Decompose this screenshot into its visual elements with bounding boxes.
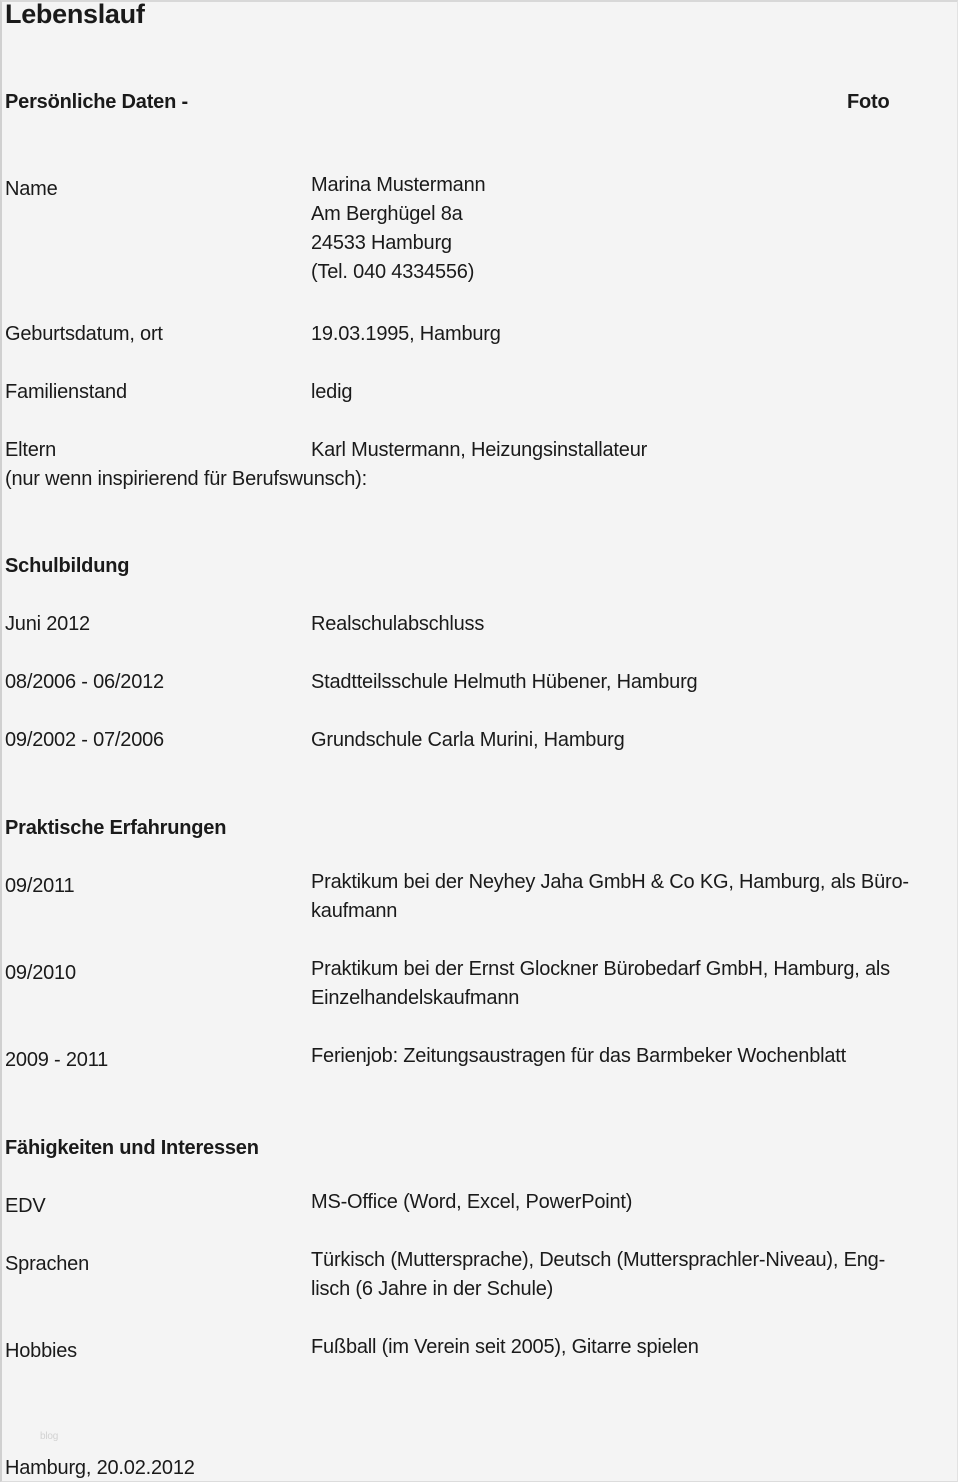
phone-number: (Tel. 040 4334556) xyxy=(311,261,475,283)
section-heading-personal: Persönliche Daten - xyxy=(5,91,188,113)
education-entry: Stadtteilsschule Helmuth Hübener, Hamburg xyxy=(311,671,698,693)
experience-line: Ferienjob: Zeitungsaustragen für das Barmbeker Wochenblatt xyxy=(311,1045,846,1067)
experience-date: 09/2011 xyxy=(5,875,75,897)
education-date: 08/2006 - 06/2012 xyxy=(5,671,164,693)
skill-label: Hobbies xyxy=(5,1340,77,1362)
section-heading-experience: Praktische Erfahrungen xyxy=(5,817,227,839)
experience-date: 2009 - 2011 xyxy=(5,1049,109,1071)
marital-status-value: ledig xyxy=(311,381,353,403)
section-heading-skills: Fähigkeiten und Interessen xyxy=(5,1137,259,1159)
skill-label: EDV xyxy=(5,1195,46,1217)
experience-entry xyxy=(311,955,890,1013)
full-name: Marina Mustermann xyxy=(311,174,486,196)
skill-line: MS-Office (Word, Excel, PowerPoint) xyxy=(311,1191,633,1213)
watermark: blog xyxy=(40,1431,59,1442)
skill-line: lisch (6 Jahre in der Schule) xyxy=(311,1278,554,1300)
experience-date: 09/2010 xyxy=(5,962,76,984)
name-address-block xyxy=(311,171,485,287)
birth-value: 19.03.1995, Hamburg xyxy=(311,323,501,345)
education-entry: Grundschule Carla Murini, Hamburg xyxy=(311,729,625,751)
skill-value xyxy=(311,1188,632,1217)
experience-line: Praktikum bei der Ernst Glockner Bürobedarf GmbH, Hamburg, als xyxy=(311,958,890,980)
street-address: Am Berghügel 8a xyxy=(311,203,463,225)
skill-value xyxy=(311,1333,699,1362)
name-label: Name xyxy=(5,178,58,200)
skill-line: Türkisch (Muttersprache), Deutsch (Muttersprachler-Niveau), Eng- xyxy=(311,1249,886,1271)
experience-entry xyxy=(311,1042,846,1071)
education-date: 09/2002 - 07/2006 xyxy=(5,729,164,751)
parents-value: Karl Mustermann, Heizungsinstallateur xyxy=(311,439,648,461)
parents-label: Eltern xyxy=(5,439,57,461)
birth-label: Geburtsdatum, ort xyxy=(5,323,163,345)
photo-label: Foto xyxy=(847,91,890,113)
parents-note: (nur wenn inspirierend für Berufswunsch): xyxy=(5,468,367,490)
place-date-footer: Hamburg, 20.02.2012 xyxy=(5,1457,195,1479)
postal-city: 24533 Hamburg xyxy=(311,232,452,254)
skill-label: Sprachen xyxy=(5,1253,90,1275)
experience-line: kaufmann xyxy=(311,900,398,922)
experience-entry xyxy=(311,868,909,926)
skill-line: Fußball (im Verein seit 2005), Gitarre spielen xyxy=(311,1336,699,1358)
education-date: Juni 2012 xyxy=(5,613,90,635)
section-heading-education: Schulbildung xyxy=(5,555,130,577)
experience-line: Praktikum bei der Neyhey Jaha GmbH & Co KG, Hamburg, als Büro- xyxy=(311,871,909,893)
skill-value xyxy=(311,1246,885,1304)
education-entry: Realschulabschluss xyxy=(311,613,485,635)
document-title: Lebenslauf xyxy=(5,0,145,29)
marital-status-label: Familienstand xyxy=(5,381,127,403)
experience-line: Einzelhandelskaufmann xyxy=(311,987,520,1009)
